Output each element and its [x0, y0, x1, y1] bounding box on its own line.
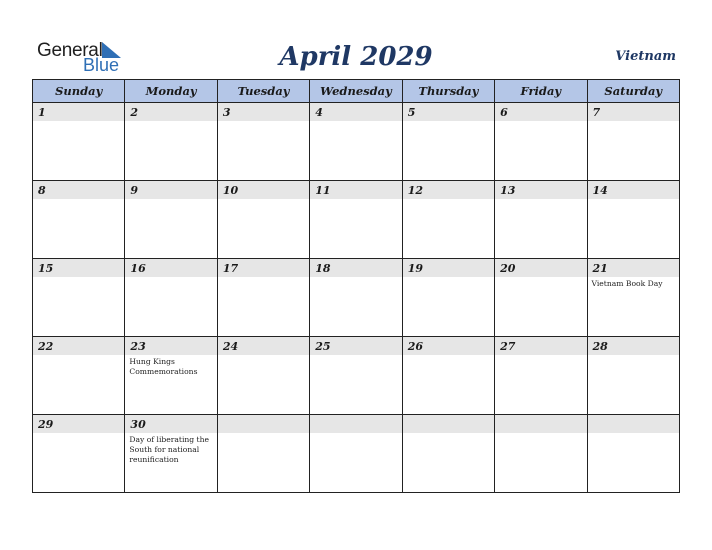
day-cell — [217, 415, 309, 493]
day-number — [588, 415, 679, 433]
day-cell — [125, 337, 217, 415]
day-cell — [402, 103, 494, 181]
day-number: 4 — [310, 103, 401, 121]
day-number: 27 — [495, 337, 586, 355]
week-row — [33, 259, 680, 337]
day-cell — [402, 415, 494, 493]
day-number: 14 — [588, 181, 679, 199]
day-number: 18 — [310, 259, 401, 277]
holiday-event: Hung Kings Commemorations — [129, 357, 198, 376]
day-number: 22 — [33, 337, 124, 355]
week-row — [33, 337, 680, 415]
day-cell — [495, 337, 587, 415]
day-cell — [587, 181, 679, 259]
day-cell — [495, 181, 587, 259]
day-number — [403, 415, 494, 433]
day-cell — [125, 415, 217, 493]
day-cell — [217, 103, 309, 181]
weekday-sunday: Sunday — [33, 80, 125, 103]
day-number: 9 — [125, 181, 216, 199]
day-cell — [587, 103, 679, 181]
week-row — [33, 103, 680, 181]
day-number: 5 — [403, 103, 494, 121]
day-number: 19 — [403, 259, 494, 277]
weekday-wednesday: Wednesday — [310, 80, 402, 103]
day-number: 25 — [310, 337, 401, 355]
day-cell — [33, 337, 125, 415]
day-cell — [33, 415, 125, 493]
day-cell — [217, 181, 309, 259]
day-cell — [125, 259, 217, 337]
day-cell — [310, 415, 402, 493]
day-number: 10 — [218, 181, 309, 199]
weekday-friday: Friday — [495, 80, 587, 103]
day-number: 1 — [33, 103, 124, 121]
day-cell — [587, 415, 679, 493]
day-cell — [33, 181, 125, 259]
day-number: 16 — [125, 259, 216, 277]
holiday-event: Day of liberating the South for national reunification — [129, 435, 209, 464]
day-number: 6 — [495, 103, 586, 121]
day-cell — [402, 181, 494, 259]
week-row — [33, 415, 680, 493]
day-number: 20 — [495, 259, 586, 277]
day-number: 23 — [125, 337, 216, 355]
day-cell — [310, 181, 402, 259]
day-number: 12 — [403, 181, 494, 199]
day-cell — [310, 259, 402, 337]
day-cell — [402, 337, 494, 415]
day-number: 24 — [218, 337, 309, 355]
day-number: 17 — [218, 259, 309, 277]
day-number: 13 — [495, 181, 586, 199]
day-number: 21 — [588, 259, 679, 277]
logo-general-text: General — [37, 40, 103, 61]
day-cell — [33, 259, 125, 337]
logo-blue-text: Blue — [83, 55, 120, 75]
day-cell — [125, 181, 217, 259]
day-cell — [402, 259, 494, 337]
weekday-thursday: Thursday — [402, 80, 494, 103]
day-number: 8 — [33, 181, 124, 199]
calendar-title: April 2029 — [279, 42, 433, 72]
day-cell — [310, 103, 402, 181]
day-number: 26 — [403, 337, 494, 355]
day-number: 11 — [310, 181, 401, 199]
day-number: 2 — [125, 103, 216, 121]
day-number: 3 — [218, 103, 309, 121]
day-cell — [217, 259, 309, 337]
day-number: 29 — [33, 415, 124, 433]
day-cell — [587, 259, 679, 337]
day-cell — [33, 103, 125, 181]
holiday-event: Vietnam Book Day — [591, 279, 663, 288]
day-cell — [217, 337, 309, 415]
day-number: 30 — [125, 415, 216, 433]
weekday-monday: Monday — [125, 80, 217, 103]
day-cell — [587, 337, 679, 415]
day-number: 7 — [588, 103, 679, 121]
calendar-grid — [32, 79, 680, 493]
day-cell — [495, 259, 587, 337]
weekday-saturday: Saturday — [587, 80, 679, 103]
day-cell — [125, 103, 217, 181]
day-number — [495, 415, 586, 433]
day-number: 28 — [588, 337, 679, 355]
day-number — [310, 415, 401, 433]
day-number — [218, 415, 309, 433]
weekday-tuesday: Tuesday — [217, 80, 309, 103]
day-cell — [495, 415, 587, 493]
weekday-header-row — [33, 80, 680, 103]
day-cell — [310, 337, 402, 415]
week-row — [33, 181, 680, 259]
day-cell — [495, 103, 587, 181]
country-label: Vietnam — [615, 49, 676, 64]
day-number: 15 — [33, 259, 124, 277]
